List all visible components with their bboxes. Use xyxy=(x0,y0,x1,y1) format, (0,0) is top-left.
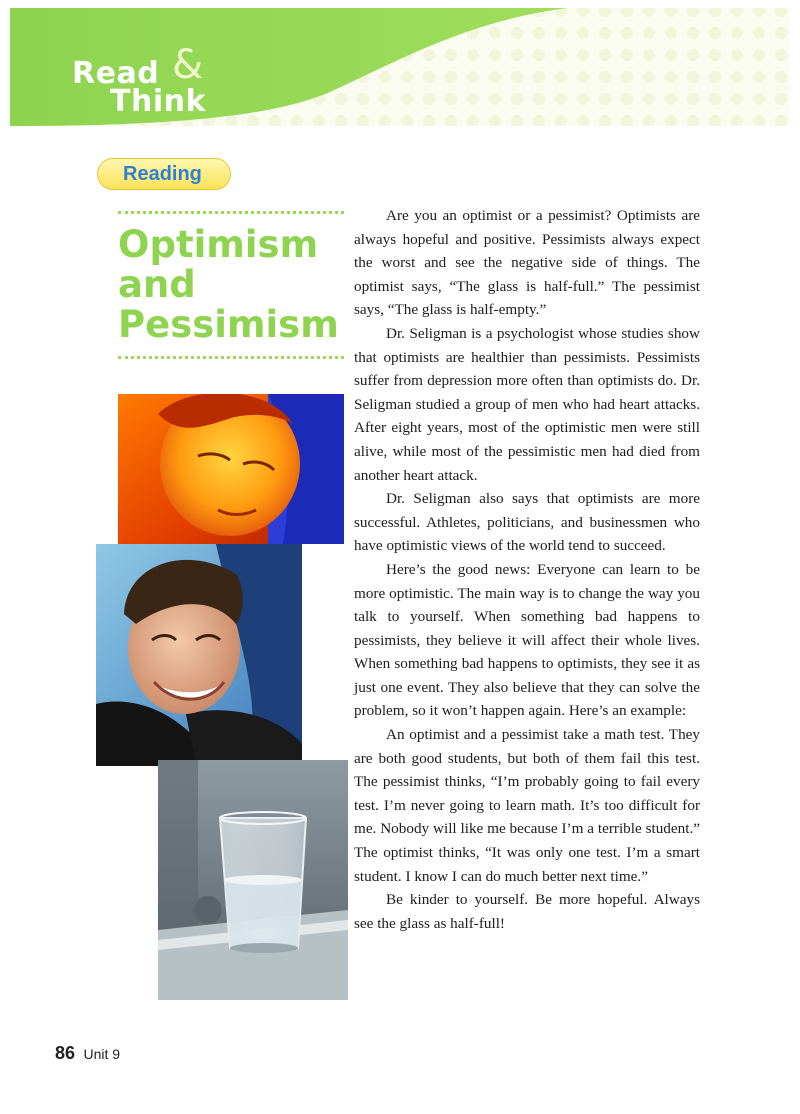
photo-thoughtful-woman xyxy=(118,394,344,544)
title-line-2: and xyxy=(118,263,196,306)
article-paragraph: Are you an optimist or a pessimist? Optimists are always hopeful and positive. Pessimists always expect the worst and see the negative side of things. The optimist says, “The glass is half-full.” The pessimist says, “The glass is half-empty.” xyxy=(354,207,700,319)
article-title xyxy=(118,225,348,345)
article-paragraph: Dr. Seligman is a psychologist whose studies show that optimists are healthier than pessimists. Pessimists suffer from depression more often than optimists do. Dr. Seligman studied a group of men who had heart attacks. After eight years, most of the optimistic men were still alive, while most of the pessimistic men had died from another heart attack. xyxy=(354,324,700,484)
brand-ampersand: & xyxy=(172,42,204,88)
photo-smiling-teen xyxy=(96,544,302,766)
title-line-1: Optimism xyxy=(118,223,319,266)
read-think-logo xyxy=(72,40,212,120)
article-paragraph: Dr. Seligman also says that optimists are more successful. Athletes, politicians, and businessmen who have optimistic views of the world tend to succeed. xyxy=(354,490,700,555)
brand-think: Think xyxy=(110,84,206,119)
article-paragraph: An optimist and a pessimist take a math test. They are both good students, but both of them fail this test. The pessimist thinks, “I’m probably going to fail every test. I’m never going to learn math. It’s too difficult for me. Nobody will like me because I’m a terrible student.” The optimist thinks, “It was only one test. I’m a smart student. I know I can do much better next time.” xyxy=(354,726,700,885)
page-number: 86 xyxy=(55,1043,76,1063)
unit-label: Unit 9 xyxy=(83,1046,121,1062)
photo-glass-half-full xyxy=(158,760,348,1000)
article-paragraph: Be kinder to yourself. Be more hopeful. Always see the glass as half-full! xyxy=(354,891,700,932)
page-footer xyxy=(55,1043,120,1064)
brand-read: Read xyxy=(72,56,160,91)
title-line-3: Pessimism xyxy=(118,303,339,346)
article-paragraph: Here’s the good news: Everyone can learn to be more optimistic. The main way is to change the way you talk to yourself. When something bad happens to pessimists, they believe it will affect their whole lives. When something bad happens to optimists, they see it as just one event. They also believe that they can solve the problem, so it won’t happen again. Here’s an example: xyxy=(354,560,700,720)
article-body xyxy=(354,204,700,935)
title-divider-top xyxy=(118,211,344,214)
title-divider-bottom xyxy=(118,356,344,359)
section-label-reading: Reading xyxy=(97,158,231,190)
header-banner xyxy=(0,0,800,140)
